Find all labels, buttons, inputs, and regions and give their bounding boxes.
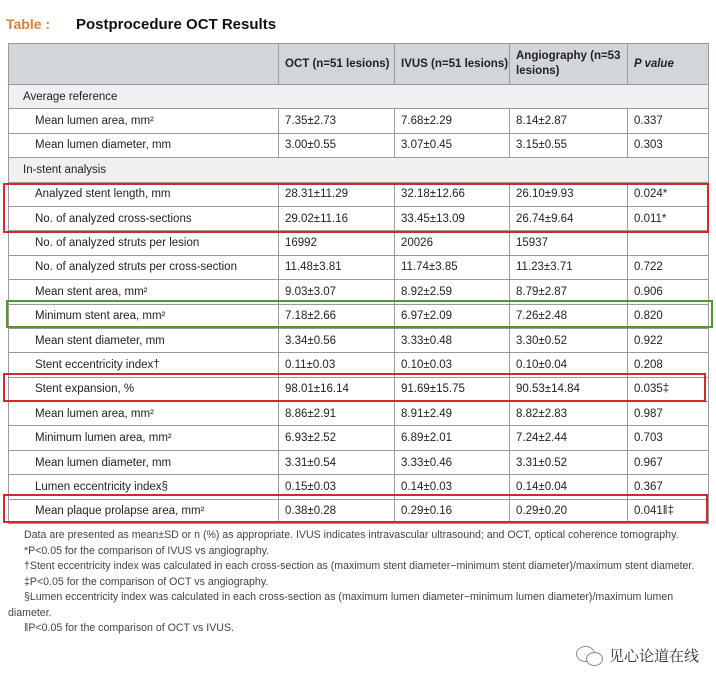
results-table-wrapper: [8, 43, 708, 524]
oct-cell: 8.86±2.91: [279, 402, 395, 426]
header-cell-label: [9, 44, 279, 85]
row-label-cell: Mean stent diameter, mm: [9, 328, 279, 352]
oct-cell: 16992: [279, 231, 395, 255]
row-label-cell: Lumen eccentricity index§: [9, 475, 279, 499]
p-value-cell: 0.041‖‡: [628, 499, 709, 523]
angiography-cell: 8.82±2.83: [510, 402, 628, 426]
header-cell-oct: OCT (n=51 lesions): [279, 44, 395, 85]
footnote: *P<0.05 for the comparison of IVUS vs angiography.: [24, 544, 270, 557]
section-row: [9, 158, 709, 182]
row-label-cell: Mean lumen area, mm²: [9, 402, 279, 426]
header-cell-p-value: [628, 44, 709, 85]
row-label-cell: Mean plaque prolapse area, mm²: [9, 499, 279, 523]
p-value-cell: 0.820: [628, 304, 709, 328]
table-body: [9, 85, 709, 524]
wechat-icon: [576, 644, 604, 666]
table-title: [6, 16, 276, 38]
table-row: [9, 499, 709, 523]
footnote: †Stent eccentricity index was calculated in each cross-section as (maximum stent diameter−minimum stent diameter)/maximum stent diameter.: [24, 560, 695, 572]
p-value-cell: 0.208: [628, 353, 709, 377]
ivus-cell: 0.14±0.03: [395, 475, 510, 499]
table-row: [9, 353, 709, 377]
angiography-cell: 11.23±3.71: [510, 255, 628, 279]
table-row: [9, 206, 709, 230]
row-label-cell: Analyzed stent length, mm: [9, 182, 279, 206]
ivus-cell: 3.33±0.46: [395, 450, 510, 474]
footnote: §Lumen eccentricity index was calculated in each cross-section as (maximum lumen diameter−minimum lumen diameter)/maximum lumen diameter.: [8, 591, 674, 619]
oct-cell: 3.34±0.56: [279, 328, 395, 352]
p-value-cell: 0.703: [628, 426, 709, 450]
angiography-cell: 3.31±0.52: [510, 450, 628, 474]
row-label-cell: No. of analyzed struts per lesion: [9, 231, 279, 255]
ivus-cell: 6.89±2.01: [395, 426, 510, 450]
table-row: [9, 280, 709, 304]
angiography-cell: 3.30±0.52: [510, 328, 628, 352]
footnote: ‖P<0.05 for the comparison of OCT vs IVUS.: [24, 622, 234, 634]
ivus-cell: 20026: [395, 231, 510, 255]
row-label-cell: Mean lumen diameter, mm: [9, 133, 279, 157]
results-table: [8, 43, 709, 524]
ivus-cell: 0.29±0.16: [395, 499, 510, 523]
row-label-cell: Mean lumen area, mm²: [9, 109, 279, 133]
oct-cell: 7.18±2.66: [279, 304, 395, 328]
p-value-cell: 0.922: [628, 328, 709, 352]
table-row: [9, 377, 709, 401]
table-row: [9, 182, 709, 206]
section-heading: Average reference: [9, 85, 709, 109]
table-row: [9, 426, 709, 450]
ivus-cell: 0.10±0.03: [395, 353, 510, 377]
ivus-cell: 7.68±2.29: [395, 109, 510, 133]
ivus-cell: 3.07±0.45: [395, 133, 510, 157]
angiography-cell: 7.24±2.44: [510, 426, 628, 450]
oct-cell: 0.11±0.03: [279, 353, 395, 377]
table-heading: Postprocedure OCT Results: [76, 16, 277, 33]
p-value-cell: 0.024*: [628, 182, 709, 206]
angiography-cell: 26.74±9.64: [510, 206, 628, 230]
table-row: [9, 231, 709, 255]
ivus-cell: 11.74±3.85: [395, 255, 510, 279]
table-label: Table :: [6, 16, 51, 32]
watermark-text: 见心论道在线: [608, 647, 699, 665]
p-value-cell: 0.011*: [628, 206, 709, 230]
p-value-cell: 0.987: [628, 402, 709, 426]
p-value-cell: 0.367: [628, 475, 709, 499]
angiography-cell: 8.14±2.87: [510, 109, 628, 133]
watermark: [573, 644, 702, 666]
table-row: [9, 109, 709, 133]
ivus-cell: 32.18±12.66: [395, 182, 510, 206]
angiography-cell: 90.53±14.84: [510, 377, 628, 401]
ivus-cell: 91.69±15.75: [395, 377, 510, 401]
row-label-cell: Minimum stent area, mm²: [9, 304, 279, 328]
p-value-cell: [628, 231, 709, 255]
p-value-cell: 0.337: [628, 109, 709, 133]
footnote: ‡P<0.05 for the comparison of OCT vs angiography.: [24, 575, 269, 588]
table-row: [9, 450, 709, 474]
header-cell-angiography: Angiography (n=53 lesions): [510, 44, 628, 85]
angiography-cell: 0.29±0.20: [510, 499, 628, 523]
row-label-cell: Mean stent area, mm²: [9, 280, 279, 304]
p-value-cell: 0.906: [628, 280, 709, 304]
oct-cell: 0.15±0.03: [279, 475, 395, 499]
header-cell-ivus: IVUS (n=51 lesions): [395, 44, 510, 85]
ivus-cell: 6.97±2.09: [395, 304, 510, 328]
table-row: [9, 255, 709, 279]
angiography-cell: 0.10±0.04: [510, 353, 628, 377]
ivus-cell: 8.91±2.49: [395, 402, 510, 426]
oct-cell: 11.48±3.81: [279, 255, 395, 279]
p-value-cell: 0.722: [628, 255, 709, 279]
section-heading: In-stent analysis: [9, 158, 709, 182]
oct-cell: 0.38±0.28: [279, 499, 395, 523]
oct-cell: 3.00±0.55: [279, 133, 395, 157]
table-row: [9, 328, 709, 352]
angiography-cell: 15937: [510, 231, 628, 255]
table-row: [9, 133, 709, 157]
ivus-cell: 3.33±0.48: [395, 328, 510, 352]
table-row: [9, 304, 709, 328]
oct-cell: 9.03±3.07: [279, 280, 395, 304]
row-label-cell: No. of analyzed struts per cross-section: [9, 255, 279, 279]
row-label-cell: Minimum lumen area, mm²: [9, 426, 279, 450]
oct-cell: 98.01±16.14: [279, 377, 395, 401]
ivus-cell: 8.92±2.59: [395, 280, 510, 304]
table-row: [9, 475, 709, 499]
oct-cell: 3.31±0.54: [279, 450, 395, 474]
p-value-cell: 0.035‡: [628, 377, 709, 401]
header-row: [9, 44, 709, 85]
header-p-text: P value: [634, 57, 674, 70]
row-label-cell: Mean lumen diameter, mm: [9, 450, 279, 474]
angiography-cell: 7.26±2.48: [510, 304, 628, 328]
angiography-cell: 0.14±0.04: [510, 475, 628, 499]
ivus-cell: 33.45±13.09: [395, 206, 510, 230]
row-label-cell: No. of analyzed cross-sections: [9, 206, 279, 230]
section-row: [9, 85, 709, 109]
oct-cell: 7.35±2.73: [279, 109, 395, 133]
angiography-cell: 3.15±0.55: [510, 133, 628, 157]
p-value-cell: 0.967: [628, 450, 709, 474]
table-footnotes: [8, 528, 708, 637]
row-label-cell: Stent expansion, %: [9, 377, 279, 401]
footnote: Data are presented as mean±SD or n (%) as appropriate. IVUS indicates intravascular ultrasound; and OCT, optical coherence tomography.: [24, 529, 679, 541]
p-value-cell: 0.303: [628, 133, 709, 157]
oct-cell: 6.93±2.52: [279, 426, 395, 450]
angiography-cell: 8.79±2.87: [510, 280, 628, 304]
angiography-cell: 26.10±9.93: [510, 182, 628, 206]
row-label-cell: Stent eccentricity index†: [9, 353, 279, 377]
oct-cell: 29.02±11.16: [279, 206, 395, 230]
oct-cell: 28.31±11.29: [279, 182, 395, 206]
table-row: [9, 402, 709, 426]
